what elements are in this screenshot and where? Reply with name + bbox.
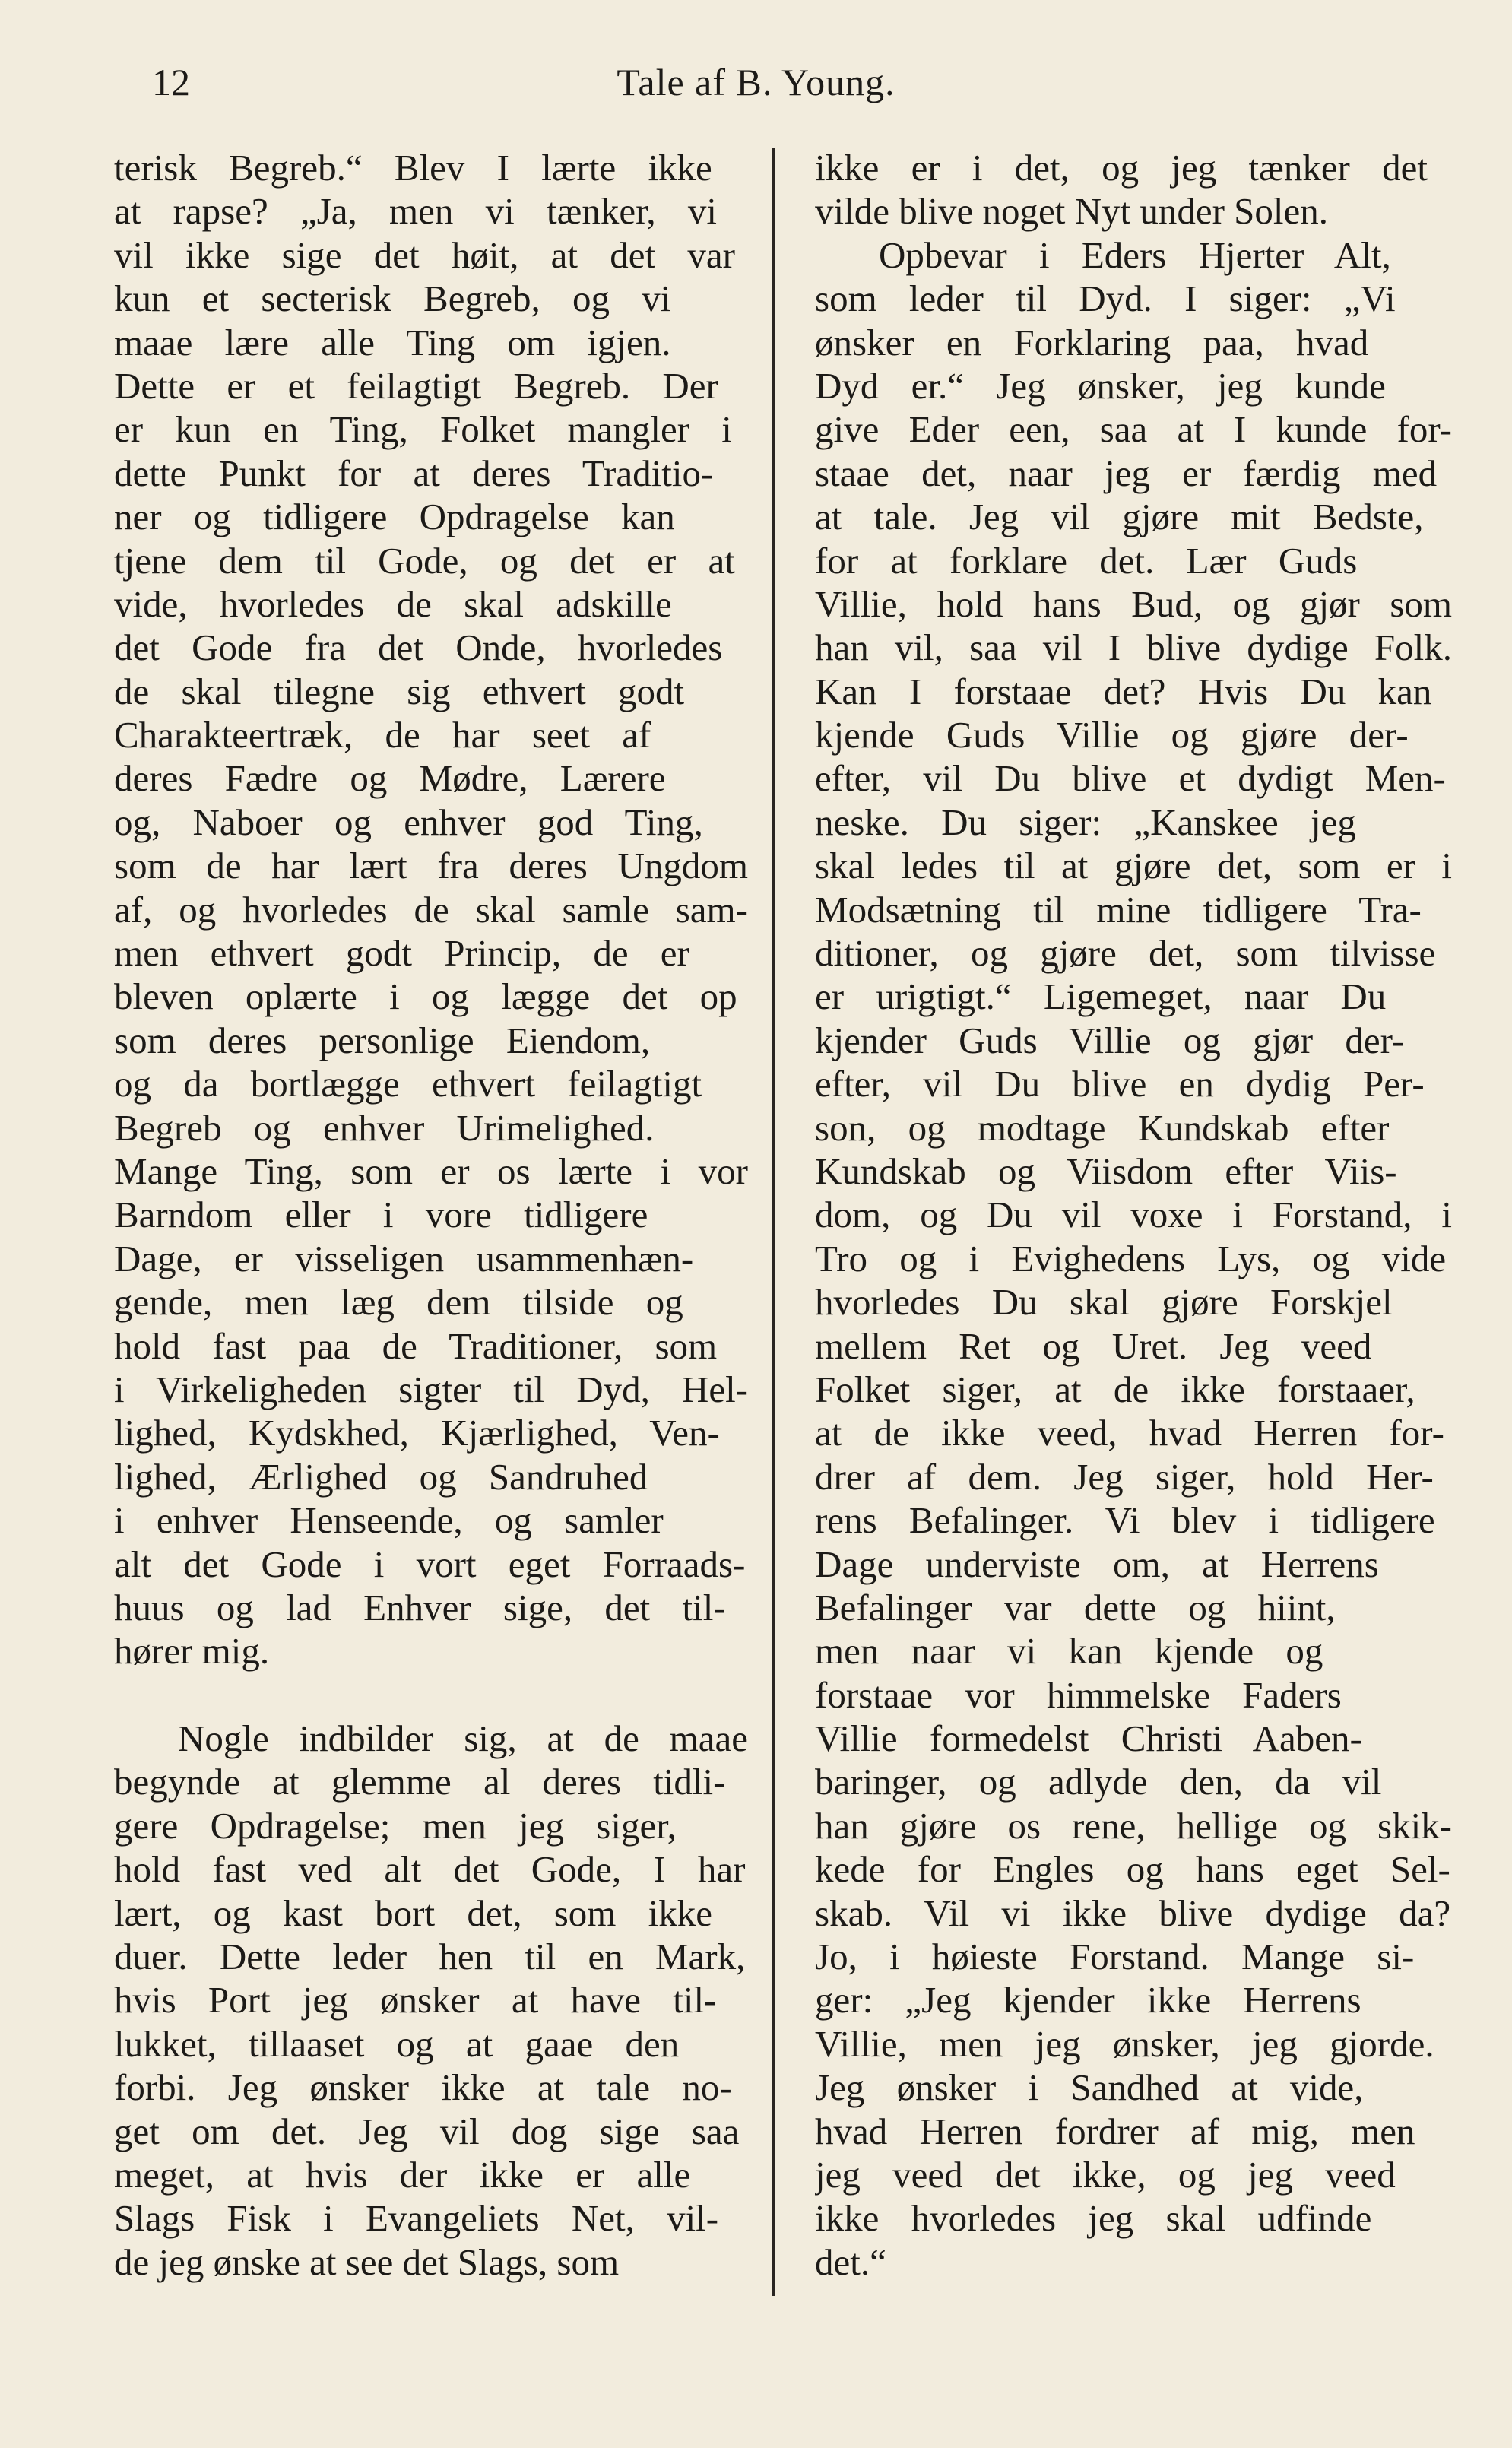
text-line: Jo, i høieste Forstand. Mange si- [815,1936,1415,1978]
text-line: og, Naboer og enhver god Ting, [114,801,703,843]
text-line: i enhver Henseende, og samler [114,1499,664,1542]
text-line: skab. Vil vi ikke blive dydige da? [815,1891,1451,1934]
text-line: forstaae vor himmelske Faders [815,1673,1342,1716]
text-line: de skal tilegne sig ethvert godt [114,670,685,712]
text-line: at de ikke veed, hvad Herren for- [815,1412,1444,1454]
text-line: hører mig. [114,1630,270,1673]
text-line: Nogle indbilder sig, at de maae [178,1717,748,1760]
text-line: baringer, og adlyde den, da vil [815,1761,1382,1803]
text-line: give Eder een, saa at I kunde for- [815,408,1452,451]
text-line: Jeg ønsker i Sandhed at vide, [815,2066,1364,2109]
text-line: forbi. Jeg ønsker ikke at tale no- [114,2066,732,2109]
text-line: Barndom eller i vore tidligere [114,1194,648,1236]
text-line: ner og tidligere Opdragelse kan [114,496,675,538]
text-line: hvis Port jeg ønsker at have til- [114,1979,717,2022]
text-line: Dage, er visseligen usammenhæn- [114,1237,694,1279]
text-line: i Virkeligheden sigter til Dyd, Hel- [114,1368,748,1410]
text-line: vil ikke sige det høit, at det var [114,233,735,276]
text-line: vilde blive noget Nyt under Solen. [815,190,1328,233]
text-line: Kundskab og Viisdom efter Viis- [815,1149,1397,1192]
text-line: at rapse? „Ja, men vi tænker, vi [114,190,718,233]
right-paragraph-1 [815,146,1452,233]
text-line: Tro og i Evighedens Lys, og vide [815,1237,1447,1279]
text-line: Dyd er.“ Jeg ønsker, jeg kunde [815,364,1386,407]
text-line: lært, og kast bort det, som ikke [114,1891,712,1934]
text-line: lighed, Ærlighed og Sandruhed [114,1455,648,1498]
text-line: ikke er i det, og jeg tænker det [815,147,1428,189]
paragraph-gap [114,1673,748,1717]
text-line: Villie, men jeg ønsker, jeg gjorde. [815,2022,1434,2065]
text-line: dom, og Du vil voxe i Forstand, i [815,1194,1452,1236]
text-line: alt det Gode i vort eget Forraads- [114,1543,746,1585]
text-line: bleven oplærte i og lægge det op [114,975,737,1018]
text-line: Befalinger var dette og hiint, [815,1586,1336,1628]
text-line: drer af dem. Jeg siger, hold Her- [815,1455,1434,1498]
left-column [114,146,748,2284]
text-line: terisk Begreb.“ Blev I lærte ikke [114,147,712,189]
text-line: get om det. Jeg vil dog sige saa [114,2110,740,2152]
text-line: deres Fædre og Mødre, Lærere [114,757,666,800]
text-line: hold fast paa de Traditioner, som [114,1324,718,1367]
text-line: kjende Guds Villie og gjøre der- [815,714,1409,756]
text-line: begynde at glemme al deres tidli- [114,1761,726,1803]
text-line: de jeg ønske at see det Slags, som [114,2240,620,2283]
left-paragraph-1 [114,146,748,1673]
text-line: gere Opdragelse; men jeg siger, [114,1804,677,1847]
text-line: hvad Herren fordrer af mig, men [815,2110,1415,2152]
text-line: efter, vil Du blive et dydigt Men- [815,757,1446,800]
text-line: rens Befalinger. Vi blev i tidligere [815,1499,1435,1542]
text-line: lighed, Kydskhed, Kjærlighed, Ven- [114,1412,720,1454]
text-line: mellem Ret og Uret. Jeg veed [815,1324,1372,1367]
text-line: som leder til Dyd. I siger: „Vi [815,277,1396,320]
left-paragraph-2 [114,1717,748,2284]
text-line: kjender Guds Villie og gjør der- [815,1019,1405,1061]
text-line: lukket, tillaaset og at gaae den [114,2022,680,2065]
text-line: Modsætning til mine tidligere Tra- [815,888,1422,931]
text-line: han gjøre os rene, hellige og skik- [815,1804,1452,1847]
text-line: ikke hvorledes jeg skal udfinde [815,2197,1372,2240]
text-line: meget, at hvis der ikke er alle [114,2153,691,2196]
text-line: kun et secterisk Begreb, og vi [114,277,671,320]
text-line: son, og modtage Kundskab efter [815,1106,1390,1149]
text-line: for at forklare det. Lær Guds [815,539,1358,582]
column-divider [772,148,775,2296]
text-line: neske. Du siger: „Kanskee jeg [815,801,1356,843]
text-line: gende, men læg dem tilside og [114,1281,683,1324]
text-line: Kan I forstaae det? Hvis Du kan [815,670,1432,712]
text-line: ønsker en Forklaring paa, hvad [815,321,1369,363]
text-line: tjene dem til Gode, og det er at [114,539,735,582]
text-line: huus og lad Enhver sige, det til- [114,1586,726,1628]
text-line: det.“ [815,2240,886,2283]
text-line: han vil, saa vil I blive dydige Folk. [815,626,1452,669]
right-column [815,146,1452,2284]
text-line: duer. Dette leder hen til en Mark, [114,1936,746,1978]
text-line: kede for Engles og hans eget Sel- [815,1848,1450,1891]
text-line: maae lære alle Ting om igjen. [114,321,671,363]
text-line: Villie, hold hans Bud, og gjør som [815,582,1452,625]
text-line: ditioner, og gjøre det, som tilvisse [815,932,1436,975]
text-line: som de har lært fra deres Ungdom [114,845,748,887]
text-line: Folket siger, at de ikke forstaaer, [815,1368,1415,1410]
text-line: som deres personlige Eiendom, [114,1019,651,1061]
text-line: hold fast ved alt det Gode, I har [114,1848,746,1891]
running-title: Tale af B. Young. [617,61,895,103]
text-line: skal ledes til at gjøre det, som er i [815,845,1452,887]
text-line: Mange Ting, som er os lærte i vor [114,1149,748,1192]
page-number: 12 [152,61,190,103]
text-line: at tale. Jeg vil gjøre mit Bedste, [815,496,1424,538]
text-line: staae det, naar jeg er færdig med [815,452,1438,494]
text-line: Opbevar i Eders Hjerter Alt, [879,233,1391,276]
right-paragraph-2 [815,233,1452,2284]
text-line: Charakteertræk, de har seet af [114,714,651,756]
text-line: Dette er et feilagtigt Begreb. Der [114,364,718,407]
text-line: dette Punkt for at deres Traditio- [114,452,714,494]
text-line: vide, hvorledes de skal adskille [114,582,672,625]
text-line: efter, vil Du blive en dydig Per- [815,1063,1425,1105]
text-line: det Gode fra det Onde, hvorledes [114,626,723,669]
text-line: er kun en Ting, Folket mangler i [114,408,732,451]
text-line: Villie formedelst Christi Aaben- [815,1717,1362,1760]
text-line: ger: „Jeg kjender ikke Herrens [815,1979,1361,2022]
text-line: Slags Fisk i Evangeliets Net, vil- [114,2197,719,2240]
text-line: Begreb og enhver Urimelighed. [114,1106,655,1149]
text-line: men naar vi kan kjende og [815,1630,1323,1673]
text-line: af, og hvorledes de skal samle sam- [114,888,748,931]
text-line: er urigtigt.“ Ligemeget, naar Du [815,975,1387,1018]
text-line: men ethvert godt Princip, de er [114,932,689,975]
text-line: hvorledes Du skal gjøre Forskjel [815,1281,1393,1324]
text-line: Dage underviste om, at Herrens [815,1543,1379,1585]
text-line: og da bortlægge ethvert feilagtigt [114,1063,702,1105]
text-line: jeg veed det ikke, og jeg veed [815,2153,1396,2196]
